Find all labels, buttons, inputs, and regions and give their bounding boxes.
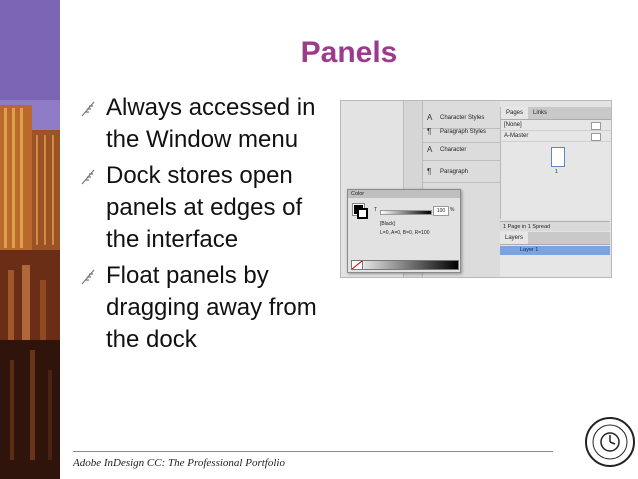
bullet-text: Always accessed in the Window menu <box>106 94 316 153</box>
tab-pages[interactable]: Pages <box>501 107 528 119</box>
feather-bullet-icon <box>80 268 98 286</box>
master-thumbnail <box>591 133 601 141</box>
tint-label: T <box>374 207 378 213</box>
footer-divider <box>73 451 553 452</box>
pilcrow-icon: ¶ <box>427 167 432 176</box>
character-icon: A <box>427 145 433 154</box>
none-master-row[interactable] <box>501 120 611 131</box>
none-master-label: [None] <box>504 122 522 128</box>
bullet-text: Float panels by dragging away from the dock <box>106 262 317 353</box>
feather-bullet-icon <box>80 100 98 118</box>
layers-panel <box>500 232 610 276</box>
dock-item-character[interactable] <box>423 139 500 161</box>
stroke-swatch[interactable] <box>357 208 368 219</box>
color-values: L=0, A=0, B=0, R=100 <box>380 230 430 236</box>
dock-item-label: Paragraph Styles <box>440 128 487 135</box>
dock-item-label: Paragraph <box>440 168 469 175</box>
tint-value-field[interactable]: 100 <box>433 206 449 216</box>
a-master-label: A-Master <box>504 133 529 139</box>
city-photo <box>0 0 60 479</box>
bullet-list <box>80 92 325 360</box>
tint-unit: % <box>450 207 455 213</box>
color-ramp[interactable] <box>351 260 459 270</box>
bullet-text: Dock stores open panels at edges of the interface <box>106 162 303 253</box>
dock-item-paragraph[interactable] <box>423 161 500 183</box>
swatch-name: [Black] <box>380 221 396 227</box>
feather-bullet-icon <box>80 168 98 186</box>
page-number: 1 <box>555 169 558 175</box>
character-styles-icon: A <box>427 113 433 122</box>
pages-status: 1 Page in 1 Spread <box>500 221 610 231</box>
bullet-item <box>80 92 325 156</box>
floating-color-panel[interactable] <box>347 189 461 273</box>
against-the-clock-seal-icon <box>584 416 636 468</box>
layer-row[interactable] <box>500 246 610 255</box>
slide-title: Panels <box>300 36 398 69</box>
bullet-item <box>80 260 325 356</box>
dock-item-label: Character Styles <box>440 114 485 121</box>
footer-text: Adobe InDesign CC: The Professional Portfolio <box>73 457 285 469</box>
pages-panel <box>500 107 611 219</box>
indesign-panels-screenshot <box>340 100 612 278</box>
dock-item-label: Character <box>440 146 467 153</box>
city-skyline-image <box>0 0 60 479</box>
tab-links[interactable]: Links <box>533 110 548 116</box>
color-panel-tab[interactable] <box>348 190 460 198</box>
layer-name: Layer 1 <box>520 247 539 253</box>
pages-tabbar <box>501 107 611 120</box>
tab-layers[interactable]: Layers <box>500 232 528 244</box>
paragraph-styles-icon: ¶ <box>427 127 432 136</box>
page-thumbnail[interactable] <box>551 147 565 167</box>
tint-slider[interactable] <box>380 210 432 215</box>
bullet-item <box>80 160 325 256</box>
a-master-row[interactable] <box>501 131 611 142</box>
layers-tabbar <box>500 232 610 245</box>
master-thumbnail <box>591 122 601 130</box>
none-swatch-icon[interactable] <box>351 260 363 270</box>
color-tab-label: Color <box>351 191 365 197</box>
